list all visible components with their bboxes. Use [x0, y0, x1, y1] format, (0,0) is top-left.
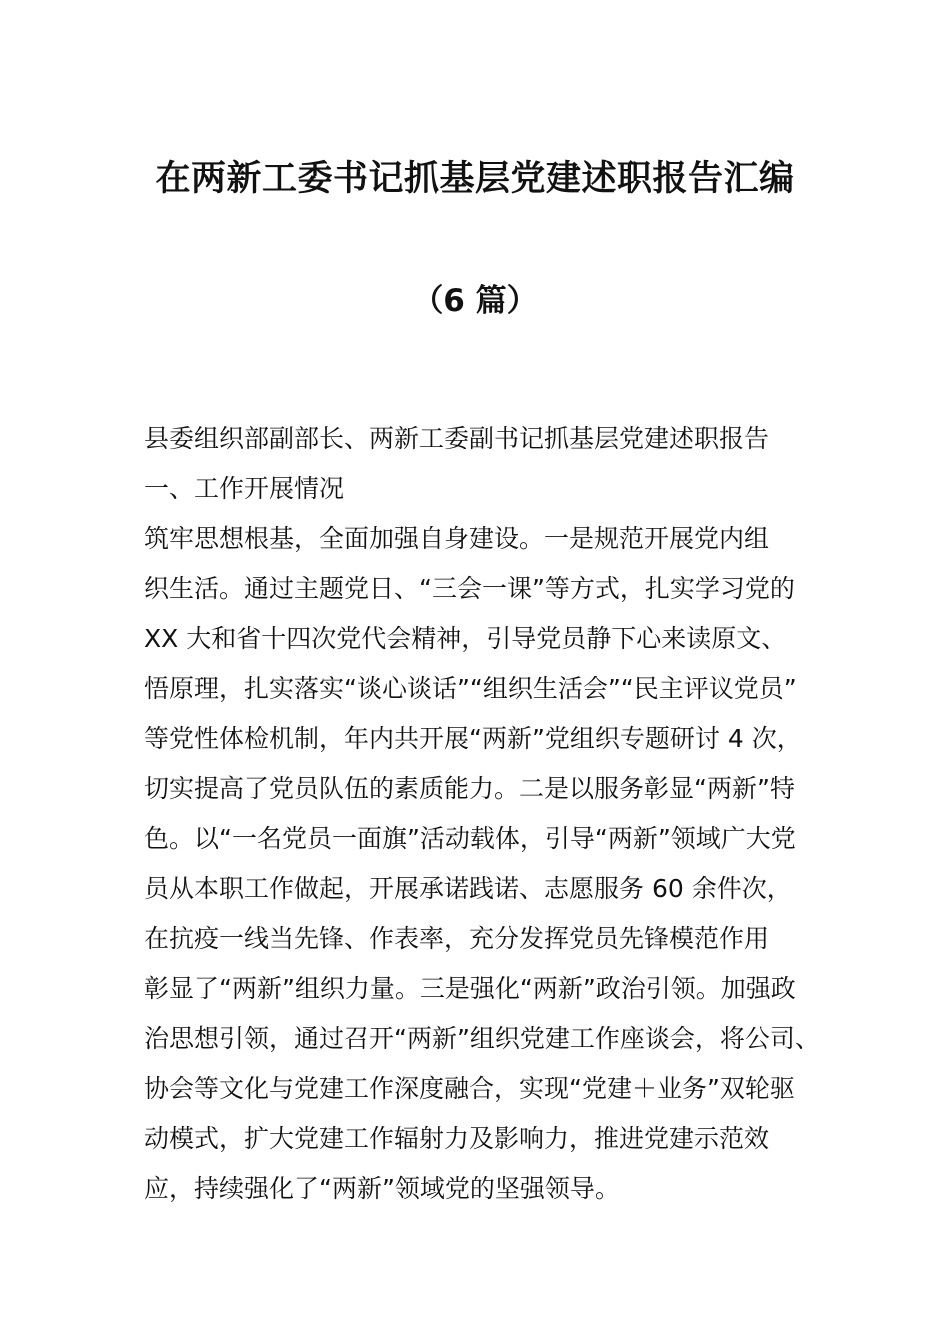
paragraph-line: 应，持续强化了“两新”领域党的坚强领导。 — [144, 1174, 620, 1203]
paragraph-line: XX 大和省十四次党代会精神，引导党员静下心来读原文、 — [144, 624, 787, 653]
paragraph-line: 筑牢思想根基，全面加强自身建设。一是规范开展党内组 — [144, 524, 770, 553]
section-title: 县委组织部副部长、两新工委副书记抓基层党建述职报告 — [144, 424, 770, 453]
paragraph-line: 协会等文化与党建工作深度融合，实现“党建＋业务”双轮驱 — [144, 1074, 795, 1103]
paragraph-line: 员从本职工作做起，开展承诺践诺、志愿服务 60 余件次， — [144, 874, 792, 903]
paragraph-line: 等党性体检机制，年内共开展“两新”党组织专题研讨 4 次， — [144, 724, 802, 753]
document-subtitle: （6 篇） — [412, 283, 538, 319]
paragraph-line: 在抗疫一线当先锋、作表率，充分发挥党员先锋模范作用 — [144, 924, 770, 953]
paragraph-line: 动模式，扩大党建工作辐射力及影响力，推进党建示范效 — [144, 1124, 770, 1153]
paragraph-line: 治思想引领，通过召开“两新”组织党建工作座谈会，将公司、 — [144, 1024, 820, 1053]
paragraph-line: 切实提高了党员队伍的素质能力。二是以服务彰显“两新”特 — [144, 774, 795, 803]
paragraph-line: 织生活。通过主题党日、“三会一课”等方式，扎实学习党的 — [144, 574, 795, 603]
paragraph-line: 色。以“一名党员一面旗”活动载体，引导“两新”领域广大党 — [144, 824, 796, 853]
paragraph-line: 悟原理，扎实落实“谈心谈话”“组织生活会”“民主评议党员” — [144, 674, 797, 703]
document-body — [144, 414, 829, 1214]
document-title: 在两新工委书记抓基层党建述职报告汇编 — [155, 159, 795, 199]
section-heading: 一、工作开展情况 — [144, 474, 345, 503]
paragraph-line: 彰显了“两新”组织力量。三是强化“两新”政治引领。加强政 — [144, 974, 796, 1003]
